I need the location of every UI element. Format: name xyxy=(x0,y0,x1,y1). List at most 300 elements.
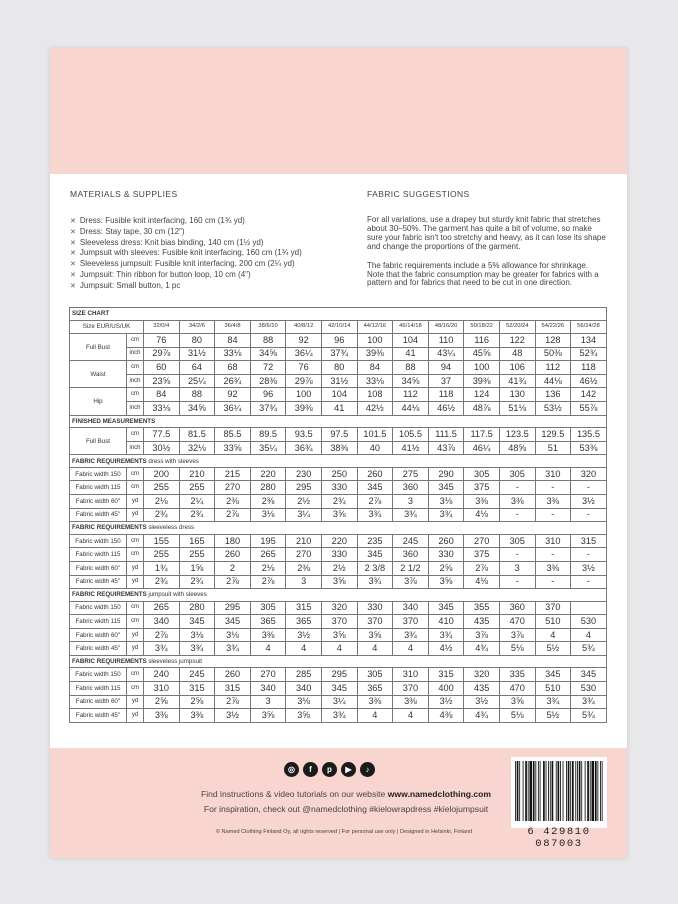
barcode-bar xyxy=(572,761,574,821)
value-cell: 3⅝ xyxy=(250,709,286,723)
table-row xyxy=(70,668,607,682)
value-cell: 30½ xyxy=(144,441,180,455)
fabric-width-label-cell: Fabric width 115 xyxy=(70,615,127,629)
value-cell: 2⅞ xyxy=(464,561,500,575)
barcode-bar xyxy=(568,761,570,821)
unit-cell: yd xyxy=(127,628,144,642)
value-cell: 51⅛ xyxy=(499,402,535,416)
value-cell: 45⅝ xyxy=(464,347,500,361)
value-cell: 330 xyxy=(428,548,464,562)
value-cell: 3¾ xyxy=(393,508,429,522)
section-subtitle: jumpsuit with sleeves xyxy=(146,591,207,599)
value-cell: 3¾ xyxy=(357,508,393,522)
value-cell: 3 xyxy=(250,695,286,709)
bullet-x-icon: ✕ xyxy=(70,261,76,269)
value-cell: 315 xyxy=(428,668,464,682)
value-cell: 72 xyxy=(250,361,286,375)
value-cell: 46½ xyxy=(571,374,607,388)
table-row xyxy=(70,388,607,402)
barcode-bar xyxy=(592,761,595,821)
unit-cell: yd xyxy=(127,575,144,589)
value-cell: 3⅝ xyxy=(428,575,464,589)
table-row xyxy=(70,374,607,388)
value-cell: 46¼ xyxy=(464,441,500,455)
unit-cell: cm xyxy=(127,481,144,495)
unit-cell: cm xyxy=(127,361,144,375)
fabric-paragraph-1: For all variations, use a drapey but sturdy knit fabric that stretches about 30–50%. The garment has quite a bit of volume, so make sure your fabric isn't too stretchy and heavy, as it can lose its shape and change the proportions of the garment. xyxy=(367,215,606,251)
size-header-cell: 52/20/24 xyxy=(499,320,535,334)
section-heading: FABRIC REQUIREMENTS jumpsuit with sleeves xyxy=(70,589,607,602)
value-cell: 220 xyxy=(250,467,286,481)
barcode-bar xyxy=(515,761,516,821)
value-cell: 410 xyxy=(428,615,464,629)
barcode-bar xyxy=(556,761,557,821)
value-cell: 3½ xyxy=(571,495,607,509)
value-cell: 42½ xyxy=(357,402,393,416)
value-cell: 3⅞ xyxy=(464,628,500,642)
fabric-width-label-cell: Fabric width 60" xyxy=(70,628,127,642)
barcode-number: 6 429810 087003 xyxy=(527,826,591,850)
fabric-width-label-cell: Fabric width 150 xyxy=(70,668,127,682)
value-cell: 96 xyxy=(250,388,286,402)
barcode-bar xyxy=(602,761,603,821)
value-cell: 104 xyxy=(321,388,357,402)
value-cell: 3¾ xyxy=(535,695,571,709)
value-cell: 31½ xyxy=(321,374,357,388)
fabric-width-label-cell: Fabric width 115 xyxy=(70,548,127,562)
fabric-width-label-cell: Fabric width 115 xyxy=(70,682,127,696)
value-cell: 4 xyxy=(286,642,322,656)
value-cell: 112 xyxy=(535,361,571,375)
value-cell: 155 xyxy=(144,534,180,548)
value-cell: 122 xyxy=(499,334,535,348)
material-item xyxy=(70,270,360,281)
unit-cell: yd xyxy=(127,642,144,656)
unit-cell: cm xyxy=(127,615,144,629)
value-cell: 2⅝ xyxy=(428,561,464,575)
value-cell: 255 xyxy=(144,481,180,495)
barcode-bar xyxy=(543,761,545,821)
pinterest-icon[interactable]: p xyxy=(322,762,337,777)
material-item xyxy=(70,227,360,238)
value-cell: 375 xyxy=(464,481,500,495)
table-row xyxy=(70,534,607,548)
value-cell: 29⅞ xyxy=(144,347,180,361)
value-cell: 3¼ xyxy=(286,508,322,522)
material-text: Sleeveless dress: Knit bias binding, 140 cm (1½ yd) xyxy=(79,237,264,247)
material-text: Dress: Stay tape, 30 cm (12") xyxy=(79,226,185,236)
value-cell: 330 xyxy=(321,548,357,562)
value-cell: 270 xyxy=(215,481,251,495)
barcode-bar xyxy=(579,761,581,821)
value-cell: 36¾ xyxy=(286,441,322,455)
value-cell: 340 xyxy=(250,682,286,696)
value-cell: 84 xyxy=(215,334,251,348)
table-row xyxy=(70,467,607,481)
value-cell: 29⅞ xyxy=(286,374,322,388)
value-cell: 260 xyxy=(215,668,251,682)
facebook-icon[interactable]: f xyxy=(303,762,318,777)
size-header-cell: 34/2/6 xyxy=(179,320,215,334)
table-row xyxy=(70,361,607,375)
value-cell: 260 xyxy=(357,467,393,481)
bullet-x-icon: ✕ xyxy=(70,239,76,247)
barcode-bar xyxy=(550,761,551,821)
value-cell: 68 xyxy=(215,361,251,375)
size-label-cell: Size EUR/US/UK xyxy=(70,320,144,334)
value-cell: 400 xyxy=(428,682,464,696)
value-cell: 275 xyxy=(393,467,429,481)
value-cell: 2⅝ xyxy=(179,695,215,709)
value-cell: 340 xyxy=(286,682,322,696)
barcode-bar xyxy=(563,761,564,821)
unit-cell: inch xyxy=(127,402,144,416)
value-cell: 280 xyxy=(179,601,215,615)
value-cell: 3¾ xyxy=(393,628,429,642)
value-cell: 38⅜ xyxy=(321,441,357,455)
value-cell: 255 xyxy=(144,548,180,562)
value-cell: 530 xyxy=(571,615,607,629)
value-cell: 345 xyxy=(321,682,357,696)
value-cell: 290 xyxy=(428,467,464,481)
value-cell: 81.5 xyxy=(179,428,215,442)
value-cell: 370 xyxy=(535,601,571,615)
unit-cell: inch xyxy=(127,374,144,388)
value-cell: 435 xyxy=(464,682,500,696)
value-cell: 80 xyxy=(321,361,357,375)
value-cell: 230 xyxy=(286,467,322,481)
table-row xyxy=(70,642,607,656)
value-cell: 123.5 xyxy=(499,428,535,442)
table-row xyxy=(70,347,607,361)
value-cell: 340 xyxy=(144,615,180,629)
value-cell: 320 xyxy=(321,601,357,615)
fabric-width-label-cell: Fabric width 45" xyxy=(70,709,127,723)
value-cell: 3⅛ xyxy=(286,695,322,709)
value-cell: 210 xyxy=(179,467,215,481)
material-text: Jumpsuit: Small button, 1 pc xyxy=(79,280,181,290)
value-cell: 195 xyxy=(250,534,286,548)
value-cell: 4 xyxy=(357,642,393,656)
value-cell: 100 xyxy=(464,361,500,375)
value-cell: 4 xyxy=(535,628,571,642)
value-cell xyxy=(571,601,607,615)
value-cell: 101.5 xyxy=(357,428,393,442)
barcode-bar xyxy=(566,761,567,821)
barcode-bar xyxy=(529,761,532,821)
value-cell: 165 xyxy=(179,534,215,548)
value-cell: 280 xyxy=(250,481,286,495)
bullet-x-icon: ✕ xyxy=(70,218,76,225)
value-cell: 128 xyxy=(535,334,571,348)
value-cell: 265 xyxy=(144,601,180,615)
value-cell: 84 xyxy=(144,388,180,402)
barcode-bar xyxy=(528,761,529,821)
value-cell: 370 xyxy=(393,615,429,629)
value-cell: 37¾ xyxy=(321,347,357,361)
value-cell: 2⅞ xyxy=(357,495,393,509)
value-cell: 28⅜ xyxy=(250,374,286,388)
value-cell: 23⅝ xyxy=(144,374,180,388)
value-cell: 335 xyxy=(499,668,535,682)
materials-list xyxy=(70,216,360,292)
size-header-cell: 46/14/18 xyxy=(393,320,429,334)
inspiration-text: For inspiration, check out @namedclothing #kielowrapdress #kielojumpsuit xyxy=(203,804,489,814)
value-cell: 315 xyxy=(571,534,607,548)
value-cell: 3½ xyxy=(464,695,500,709)
value-cell: 3¾ xyxy=(357,575,393,589)
material-text: Dress: Fusible knit interfacing, 160 cm (1¾ yd) xyxy=(79,216,245,225)
value-cell: 250 xyxy=(321,467,357,481)
value-cell: 64 xyxy=(179,361,215,375)
value-cell: 39⅜ xyxy=(286,402,322,416)
value-cell: 34⅝ xyxy=(250,347,286,361)
value-cell: 129.5 xyxy=(535,428,571,442)
size-header-cell: 54/22/26 xyxy=(535,320,571,334)
value-cell: 260 xyxy=(428,534,464,548)
value-cell: 345 xyxy=(215,615,251,629)
value-cell: 4 xyxy=(571,628,607,642)
material-text: Jumpsuit with sleeves: Fusible knit interfacing, 160 cm (1¾ yd) xyxy=(79,248,302,258)
fabric-width-label-cell: Fabric width 60" xyxy=(70,561,127,575)
value-cell: 88 xyxy=(250,334,286,348)
value-cell: 305 xyxy=(499,467,535,481)
value-cell: 93.5 xyxy=(286,428,322,442)
value-cell: 315 xyxy=(179,682,215,696)
unit-cell: cm xyxy=(127,388,144,402)
unit-cell: cm xyxy=(127,428,144,442)
value-cell: 315 xyxy=(286,601,322,615)
section-heading: FABRIC REQUIREMENTS sleeveless dress xyxy=(70,522,607,535)
barcode-bar xyxy=(581,761,582,821)
section-row xyxy=(70,522,607,535)
value-cell: 3⅝ xyxy=(321,628,357,642)
value-cell: 34⅝ xyxy=(393,374,429,388)
material-item xyxy=(70,238,360,249)
table-row xyxy=(70,709,607,723)
value-cell: 370 xyxy=(393,682,429,696)
value-cell: 46½ xyxy=(428,402,464,416)
size-header-cell: 44/12/16 xyxy=(357,320,393,334)
material-text: Sleeveless jumpsuit: Fusible knit interfacing, 200 cm (2¼ yd) xyxy=(79,259,295,269)
value-cell: 2⅛ xyxy=(250,561,286,575)
value-cell: 220 xyxy=(321,534,357,548)
value-cell: - xyxy=(535,548,571,562)
value-cell: 295 xyxy=(321,668,357,682)
value-cell: 80 xyxy=(179,334,215,348)
value-cell: 5⅛ xyxy=(499,709,535,723)
value-cell: 3⅞ xyxy=(393,575,429,589)
table-row xyxy=(70,402,607,416)
instagram-icon[interactable]: ◎ xyxy=(284,762,299,777)
value-cell: 3⅜ xyxy=(393,695,429,709)
measure-label-cell: Full Bust xyxy=(70,334,127,361)
value-cell: - xyxy=(535,481,571,495)
material-item xyxy=(70,281,360,292)
value-cell: 77.5 xyxy=(144,428,180,442)
table-row xyxy=(70,615,607,629)
section-heading: FABRIC REQUIREMENTS dress with sleeves xyxy=(70,455,607,468)
value-cell: 3¾ xyxy=(144,642,180,656)
value-cell: 3⅛ xyxy=(250,508,286,522)
value-cell: 55⅞ xyxy=(571,402,607,416)
table-row xyxy=(70,575,607,589)
value-cell: 2¾ xyxy=(321,495,357,509)
table-row xyxy=(70,334,607,348)
section-subtitle: sleeveless jumpsuit xyxy=(146,658,202,666)
size-header-cell: 32/0/4 xyxy=(144,320,180,334)
barcode-bar xyxy=(535,761,536,821)
section-heading: FINISHED MEASUREMENTS xyxy=(70,415,607,428)
barcode xyxy=(511,757,607,828)
value-cell: 110 xyxy=(428,334,464,348)
value-cell: 3⅞ xyxy=(499,628,535,642)
unit-cell: yd xyxy=(127,495,144,509)
value-cell: 4⅛ xyxy=(464,508,500,522)
value-cell: 2⅞ xyxy=(215,575,251,589)
barcode-bar xyxy=(570,761,571,821)
value-cell: 255 xyxy=(179,548,215,562)
value-cell: 5¾ xyxy=(571,709,607,723)
value-cell: 142 xyxy=(571,388,607,402)
value-cell: 5¾ xyxy=(571,642,607,656)
value-cell: 94 xyxy=(428,361,464,375)
value-cell: 3½ xyxy=(286,628,322,642)
value-cell: 1¾ xyxy=(144,561,180,575)
value-cell: 76 xyxy=(144,334,180,348)
value-cell: 320 xyxy=(571,467,607,481)
value-cell: 39⅜ xyxy=(357,347,393,361)
unit-cell: inch xyxy=(127,347,144,361)
value-cell: 370 xyxy=(321,615,357,629)
value-cell: - xyxy=(499,481,535,495)
value-cell: 285 xyxy=(286,668,322,682)
value-cell: 2 1/2 xyxy=(393,561,429,575)
value-cell: 37 xyxy=(428,374,464,388)
value-cell: 2⅞ xyxy=(215,695,251,709)
barcode-bar xyxy=(597,761,598,821)
value-cell: 510 xyxy=(535,615,571,629)
barcode-bar xyxy=(558,761,560,821)
tiktok-icon[interactable]: ♪ xyxy=(360,762,375,777)
value-cell: 210 xyxy=(286,534,322,548)
materials-heading: MATERIALS & SUPPLIES xyxy=(70,189,178,199)
section-subtitle: sleeveless dress xyxy=(146,524,195,532)
barcode-bar xyxy=(540,761,541,821)
value-cell: 97.5 xyxy=(321,428,357,442)
material-text: Jumpsuit: Thin ribbon for button loop, 10 cm (4") xyxy=(79,269,251,279)
section-row xyxy=(70,308,607,321)
fabric-width-label-cell: Fabric width 115 xyxy=(70,481,127,495)
unit-cell: yd xyxy=(127,561,144,575)
value-cell: 470 xyxy=(499,682,535,696)
value-cell: 180 xyxy=(215,534,251,548)
fabric-paragraph-2: The fabric requirements include a 5% allowance for shrinkage. Note that the fabric consumption may be greater for fabrics with a pattern and for fabrics that need to be cut in one direction. xyxy=(367,260,599,288)
value-cell: 3¾ xyxy=(428,628,464,642)
table-row xyxy=(70,695,607,709)
value-cell: 3 xyxy=(393,495,429,509)
material-item xyxy=(70,216,360,227)
size-header-cell: 36/4/8 xyxy=(215,320,251,334)
barcode-bar xyxy=(548,761,549,821)
value-cell: 100 xyxy=(286,388,322,402)
value-cell: 2 3/8 xyxy=(357,561,393,575)
value-cell: 124 xyxy=(464,388,500,402)
value-cell: 320 xyxy=(464,668,500,682)
value-cell: 470 xyxy=(499,615,535,629)
value-cell: 112 xyxy=(393,388,429,402)
value-cell: 360 xyxy=(393,481,429,495)
youtube-icon[interactable]: ▶ xyxy=(341,762,356,777)
value-cell: 345 xyxy=(179,615,215,629)
value-cell: 345 xyxy=(357,481,393,495)
value-cell: 134 xyxy=(571,334,607,348)
table-row xyxy=(70,495,607,509)
website-link[interactable]: www.namedclothing.com xyxy=(387,789,492,799)
value-cell: 2⅛ xyxy=(144,495,180,509)
fabric-width-label-cell: Fabric width 45" xyxy=(70,508,127,522)
fabric-suggestions-section xyxy=(367,189,607,298)
value-cell: 41¾ xyxy=(499,374,535,388)
value-cell: 4 xyxy=(393,709,429,723)
barcode-bars xyxy=(515,761,603,821)
value-cell: 340 xyxy=(393,601,429,615)
value-cell: 270 xyxy=(250,668,286,682)
find-instructions-text xyxy=(186,789,506,799)
value-cell: 50⅜ xyxy=(535,347,571,361)
section-row xyxy=(70,589,607,602)
value-cell: 53⅜ xyxy=(571,441,607,455)
value-cell: 310 xyxy=(535,467,571,481)
value-cell: 4½ xyxy=(428,642,464,656)
barcode-bar xyxy=(538,761,539,821)
value-cell: 92 xyxy=(286,334,322,348)
value-cell: 3¼ xyxy=(321,695,357,709)
value-cell: 105.5 xyxy=(393,428,429,442)
value-cell: 33⅝ xyxy=(215,441,251,455)
value-cell: 100 xyxy=(357,334,393,348)
value-cell: 4¾ xyxy=(464,642,500,656)
value-cell: 40 xyxy=(357,441,393,455)
value-cell: - xyxy=(499,548,535,562)
value-cell: 3⅛ xyxy=(428,495,464,509)
value-cell: 4⅛ xyxy=(464,575,500,589)
value-cell: 48 xyxy=(499,347,535,361)
value-cell: 43⅞ xyxy=(428,441,464,455)
value-cell: 315 xyxy=(215,682,251,696)
value-cell: 2⅞ xyxy=(215,508,251,522)
bullet-x-icon: ✕ xyxy=(70,282,76,290)
value-cell: 3⅛ xyxy=(215,628,251,642)
value-cell: 135.5 xyxy=(571,428,607,442)
unit-cell: cm xyxy=(127,534,144,548)
barcode-bar xyxy=(517,761,519,821)
value-cell: 365 xyxy=(357,682,393,696)
unit-cell: cm xyxy=(127,334,144,348)
value-cell: 117.5 xyxy=(464,428,500,442)
value-cell: 375 xyxy=(464,548,500,562)
value-cell: 3⅝ xyxy=(499,695,535,709)
value-cell: - xyxy=(499,508,535,522)
value-cell: 33⅛ xyxy=(215,347,251,361)
value-cell: 3⅜ xyxy=(179,709,215,723)
unit-cell: cm xyxy=(127,467,144,481)
value-cell: 33⅛ xyxy=(357,374,393,388)
value-cell: 3⅝ xyxy=(321,508,357,522)
value-cell: 3⅛ xyxy=(179,628,215,642)
barcode-bar xyxy=(519,761,520,821)
value-cell: 76 xyxy=(286,361,322,375)
